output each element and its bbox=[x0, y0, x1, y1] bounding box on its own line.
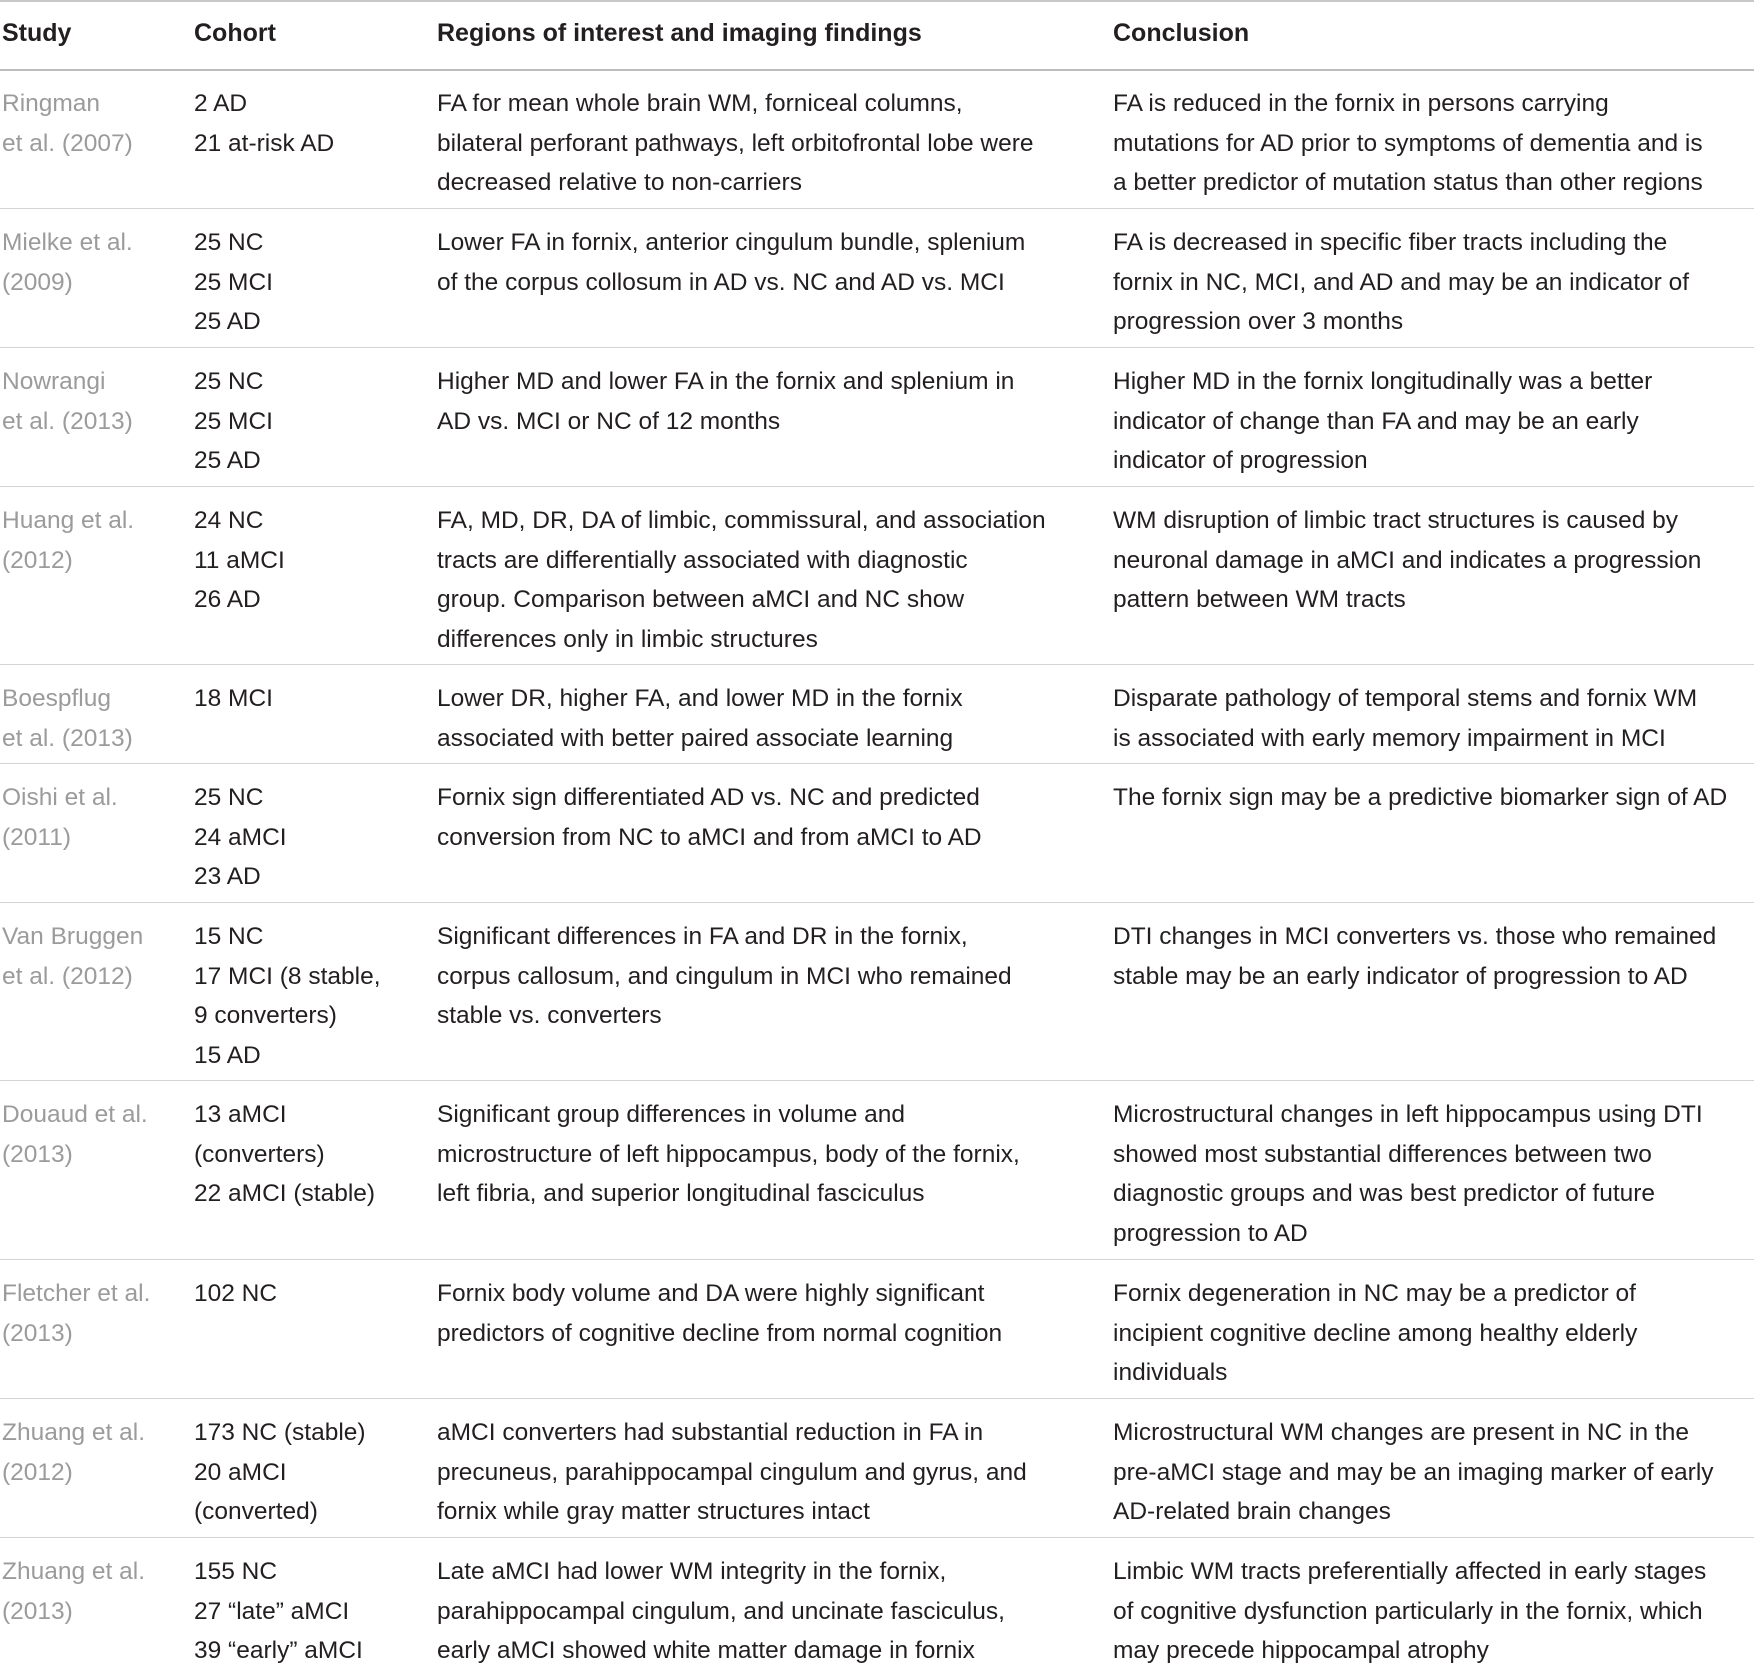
cohort-cell: 155 NC 27 “late” aMCI 39 “early” aMCI bbox=[194, 1558, 363, 1664]
cohort-cell: 173 NC (stable) 20 aMCI (converted) bbox=[194, 1419, 366, 1525]
conclusion-cell: DTI changes in MCI converters vs. those who remained stable may be an early indicator of progression to AD bbox=[1113, 923, 1717, 990]
conclusion-cell: FA is reduced in the fornix in persons carrying mutations for AD prior to symptoms of dementia and is a better predictor of mutation status than other regions bbox=[1113, 90, 1703, 196]
row-divider bbox=[0, 1537, 1754, 1538]
row-divider bbox=[0, 486, 1754, 487]
row-divider bbox=[0, 208, 1754, 209]
study-cell: Fletcher et al. (2013) bbox=[2, 1280, 151, 1347]
study-cell: Mielke et al. (2009) bbox=[2, 229, 133, 296]
study-cell: Huang et al. (2012) bbox=[2, 507, 135, 574]
study-cell: Van Bruggen et al. (2012) bbox=[2, 923, 144, 990]
row-divider bbox=[0, 763, 1754, 764]
study-cell: Zhuang et al. (2012) bbox=[2, 1419, 146, 1486]
conclusion-cell: Microstructural changes in left hippocampus using DTI showed most substantial differences between two diagnostic groups and was best predictor of future progression to AD bbox=[1113, 1101, 1703, 1247]
study-cell: Nowrangi et al. (2013) bbox=[2, 368, 133, 435]
findings-cell: aMCI converters had substantial reduction in FA in precuneus, parahippocampal cingulum and gyrus, and fornix while gray matter structures intact bbox=[437, 1419, 1027, 1525]
findings-cell: Higher MD and lower FA in the fornix and splenium in AD vs. MCI or NC of 12 months bbox=[437, 368, 1015, 435]
row-divider bbox=[0, 664, 1754, 665]
study-cell: Douaud et al. (2013) bbox=[2, 1101, 148, 1168]
findings-cell: Lower DR, higher FA, and lower MD in the fornix associated with better paired associate learning bbox=[437, 685, 963, 752]
findings-cell: FA for mean whole brain WM, forniceal columns, bilateral perforant pathways, left orbitofrontal lobe were decreased relative to non-carriers bbox=[437, 90, 1034, 196]
conclusion-cell: FA is decreased in specific fiber tracts including the fornix in NC, MCI, and AD and may be an indicator of progression over 3 months bbox=[1113, 229, 1690, 335]
table-header bbox=[0, 0, 1754, 69]
table-header-rule bbox=[0, 69, 1754, 71]
row-divider bbox=[0, 1080, 1754, 1081]
conclusion-cell: Disparate pathology of temporal stems and fornix WM is associated with early memory impairment in MCI bbox=[1113, 685, 1698, 752]
study-cell: Oishi et al. (2011) bbox=[2, 784, 118, 851]
cohort-cell: 24 NC 11 aMCI 26 AD bbox=[194, 507, 285, 613]
findings-cell: Significant differences in FA and DR in the fornix, corpus callosum, and cingulum in MCI who remained stable vs. converters bbox=[437, 923, 1012, 1029]
conclusion-cell: WM disruption of limbic tract structures is caused by neuronal damage in aMCI and indicates a progression pattern between WM tracts bbox=[1113, 507, 1702, 613]
findings-cell: Fornix body volume and DA were highly significant predictors of cognitive decline from normal cognition bbox=[437, 1280, 1003, 1347]
conclusion-cell: Higher MD in the fornix longitudinally was a better indicator of change than FA and may be an early indicator of progression bbox=[1113, 368, 1653, 474]
conclusion-cell: The fornix sign may be a predictive biomarker sign of AD bbox=[1113, 784, 1728, 811]
study-cell: Zhuang et al. (2013) bbox=[2, 1558, 146, 1625]
header-cohort: Cohort bbox=[194, 19, 276, 47]
findings-cell: Late aMCI had lower WM integrity in the fornix, parahippocampal cingulum, and uncinate fasciculus, early aMCI showed white matter damage in fornix bbox=[437, 1558, 1005, 1664]
row-divider bbox=[0, 1259, 1754, 1260]
findings-cell: Lower FA in fornix, anterior cingulum bundle, splenium of the corpus collosum in AD vs. NC and AD vs. MCI bbox=[437, 229, 1026, 296]
cohort-cell: 25 NC 24 aMCI 23 AD bbox=[194, 784, 287, 890]
cohort-cell: 25 NC 25 MCI 25 AD bbox=[194, 368, 273, 474]
row-divider bbox=[0, 902, 1754, 903]
cohort-cell: 13 aMCI (converters) 22 aMCI (stable) bbox=[194, 1101, 376, 1207]
study-cell: Ringman et al. (2007) bbox=[2, 90, 133, 157]
cohort-cell: 102 NC bbox=[194, 1280, 278, 1307]
cohort-cell: 18 MCI bbox=[194, 685, 273, 712]
row-divider bbox=[0, 1398, 1754, 1399]
row-divider bbox=[0, 347, 1754, 348]
findings-cell: Significant group differences in volume and microstructure of left hippocampus, body of the fornix, left fibria, and superior longitudinal fasciculus bbox=[437, 1101, 1020, 1207]
study-cell: Boespflug et al. (2013) bbox=[2, 685, 133, 752]
findings-cell: FA, MD, DR, DA of limbic, commissural, and association tracts are differentially associated with diagnostic group. Comparison between aMCI and NC show differences only in limbic structures bbox=[437, 507, 1046, 653]
cohort-cell: 25 NC 25 MCI 25 AD bbox=[194, 229, 273, 335]
header-findings: Regions of interest and imaging findings bbox=[437, 19, 922, 47]
conclusion-cell: Microstructural WM changes are present in NC in the pre-aMCI stage and may be an imaging marker of early AD-related brain changes bbox=[1113, 1419, 1714, 1525]
conclusion-cell: Limbic WM tracts preferentially affected in early stages of cognitive dysfunction particularly in the fornix, which may precede hippocampal atrophy bbox=[1113, 1558, 1707, 1664]
header-conclusion: Conclusion bbox=[1113, 19, 1250, 47]
conclusion-cell: Fornix degeneration in NC may be a predictor of incipient cognitive decline among healthy elderly individuals bbox=[1113, 1280, 1638, 1386]
header-study: Study bbox=[2, 19, 72, 47]
cohort-cell: 15 NC 17 MCI (8 stable, 9 converters) 15 AD bbox=[194, 923, 381, 1069]
cohort-cell: 2 AD 21 at-risk AD bbox=[194, 90, 335, 157]
findings-cell: Fornix sign differentiated AD vs. NC and predicted conversion from NC to aMCI and from aMCI to AD bbox=[437, 784, 982, 851]
